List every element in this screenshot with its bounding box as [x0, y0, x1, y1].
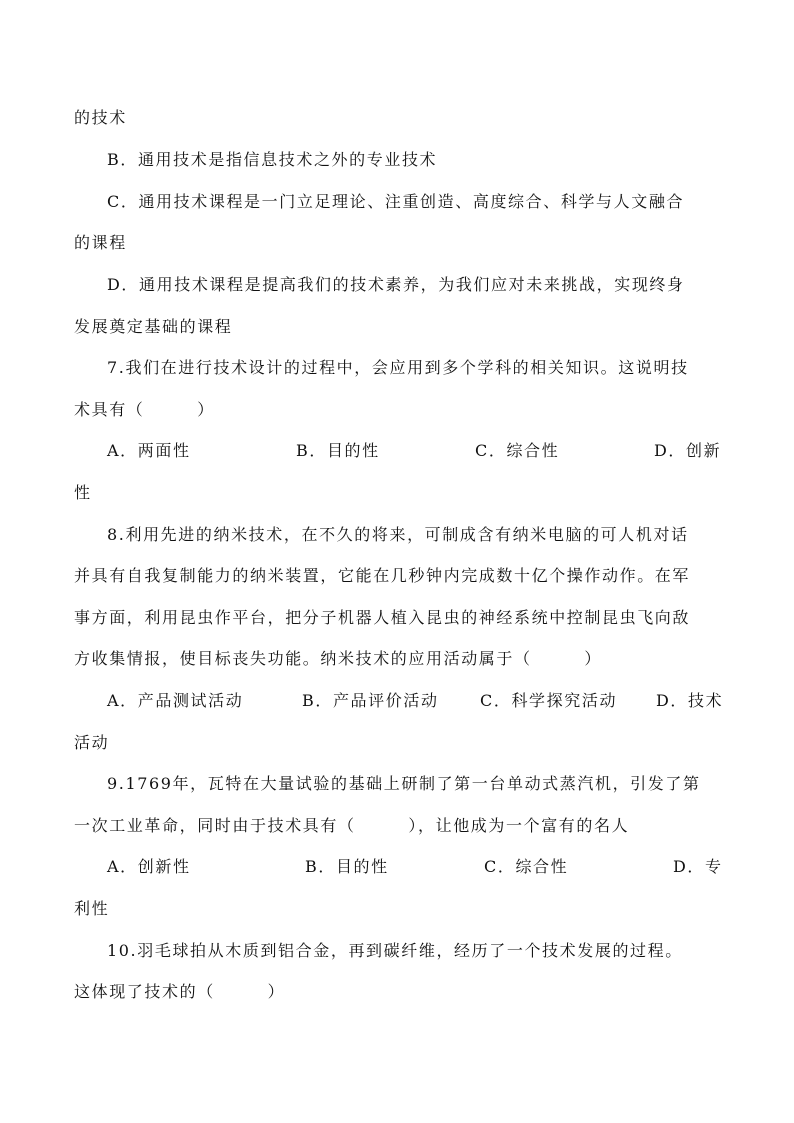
- option-c: C．综合性: [484, 857, 569, 876]
- question-text: 9.1769年，瓦特在大量试验的基础上研制了第一台单动式蒸汽机，引发了第: [107, 774, 701, 793]
- option-c: C．综合性: [475, 441, 560, 460]
- question-text: 术具有（ ）: [74, 400, 215, 419]
- option-d-text: D．通用技术课程是提高我们的技术素养，为我们应对未来挑战，实现终身: [107, 275, 685, 294]
- option-d-wrap: 利性: [74, 899, 110, 918]
- text-line: 的课程: [74, 233, 127, 252]
- option-b: B．目的性: [296, 441, 380, 460]
- text-line: 的技术: [74, 108, 127, 127]
- option-b: B．产品评价活动: [302, 691, 439, 710]
- option-b-text: B．通用技术是指信息技术之外的专业技术: [107, 150, 438, 169]
- option-c-text: C．通用技术课程是一门立足理论、注重创造、高度综合、科学与人文融合: [107, 192, 685, 211]
- option-d: D．创新: [654, 441, 722, 460]
- question-text: 方收集情报，使目标丧失功能。纳米技术的应用活动属于（ ）: [74, 649, 603, 668]
- text-line: 发展奠定基础的课程: [74, 317, 233, 336]
- question-text: 一次工业革命，同时由于技术具有（ ），让他成为一个富有的名人: [74, 816, 630, 835]
- option-b: B．目的性: [305, 857, 389, 876]
- option-d-wrap: 活动: [74, 733, 110, 752]
- option-a: A．两面性: [107, 441, 191, 460]
- question-text: 并具有自我复制能力的纳米装置，它能在几秒钟内完成数十亿个操作动作。在军: [74, 566, 691, 585]
- question-text: 10.羽毛球拍从木质到铝合金，再到碳纤维，经历了一个技术发展的过程。: [107, 941, 683, 960]
- question-text: 7.我们在进行技术设计的过程中，会应用到多个学科的相关知识。这说明技: [107, 358, 689, 377]
- option-d: D．专: [673, 857, 723, 876]
- option-a: A．产品测试活动: [107, 691, 244, 710]
- question-text: 这体现了技术的（ ）: [74, 982, 286, 1001]
- option-c: C．科学探究活动: [480, 691, 618, 710]
- question-text: 8.利用先进的纳米技术，在不久的将来，可制成含有纳米电脑的可人机对话: [107, 525, 689, 544]
- option-d: D．技术: [656, 691, 724, 710]
- option-a: A．创新性: [107, 857, 191, 876]
- option-d-wrap: 性: [74, 483, 92, 502]
- question-text: 事方面，利用昆虫作平台，把分子机器人植入昆虫的神经系统中控制昆虫飞向敌: [74, 608, 691, 627]
